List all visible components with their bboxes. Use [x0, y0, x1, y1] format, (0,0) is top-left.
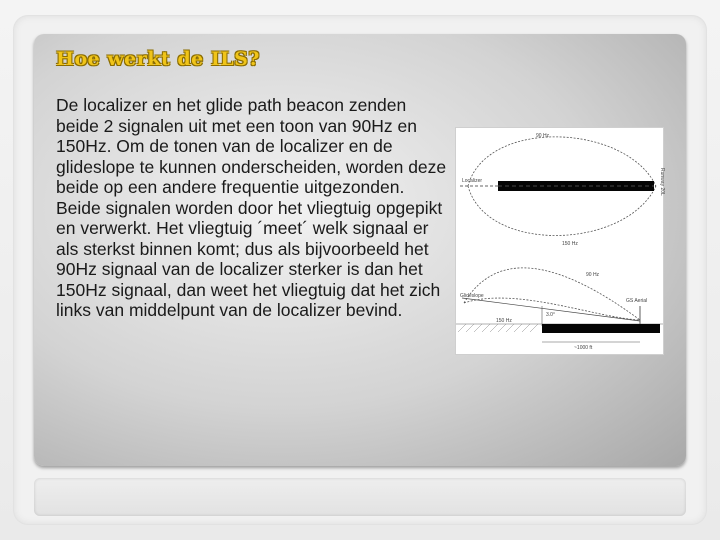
glideslope-label: Glideslope [460, 293, 484, 299]
runway-label: Runway 20L [659, 168, 665, 196]
gs-antenna-label: GS Aerial [626, 298, 648, 304]
slide-title: Hoe werkt de ILS? [56, 48, 260, 70]
distance-label: ~1000 ft [574, 345, 593, 351]
ils-diagram-svg [456, 128, 663, 354]
slide-body-text: De localizer en het glide path beacon zenden beide 2 signalen uit met een toon van 90Hz en 150Hz. Om de tonen van de localizer en de glideslope te kunnen onderscheiden, worden deze beide op een andere frequentie uitgezonden. Beide signalen worden door het vliegtuig opgepikt en verwerkt. Het vliegtuig ´meet´ welk signaal er als sterkst binnen komt; dus als bijvoorbeeld het 90Hz signaal van de localizer sterker is dan het 150Hz signaal, dan weet het vliegtuig dat het zich links van middelpunt van de localizer bevind. [56, 95, 447, 320]
localizer-150hz-label: 150 Hz [562, 241, 578, 247]
gs-90hz-label: 90 Hz [586, 272, 600, 278]
ils-diagram-image [455, 127, 664, 355]
slide-footer-bar [34, 478, 686, 516]
localizer-label: Localizer [462, 178, 483, 184]
localizer-150hz-lobe [468, 186, 656, 236]
glideslope-angle-label: 3.0° [546, 312, 555, 318]
localizer-90hz-label: 90 Hz [536, 133, 550, 139]
localizer-90hz-lobe [468, 137, 656, 186]
glideslope-runway [542, 324, 660, 333]
gs-150hz-label: 150 Hz [496, 318, 512, 324]
